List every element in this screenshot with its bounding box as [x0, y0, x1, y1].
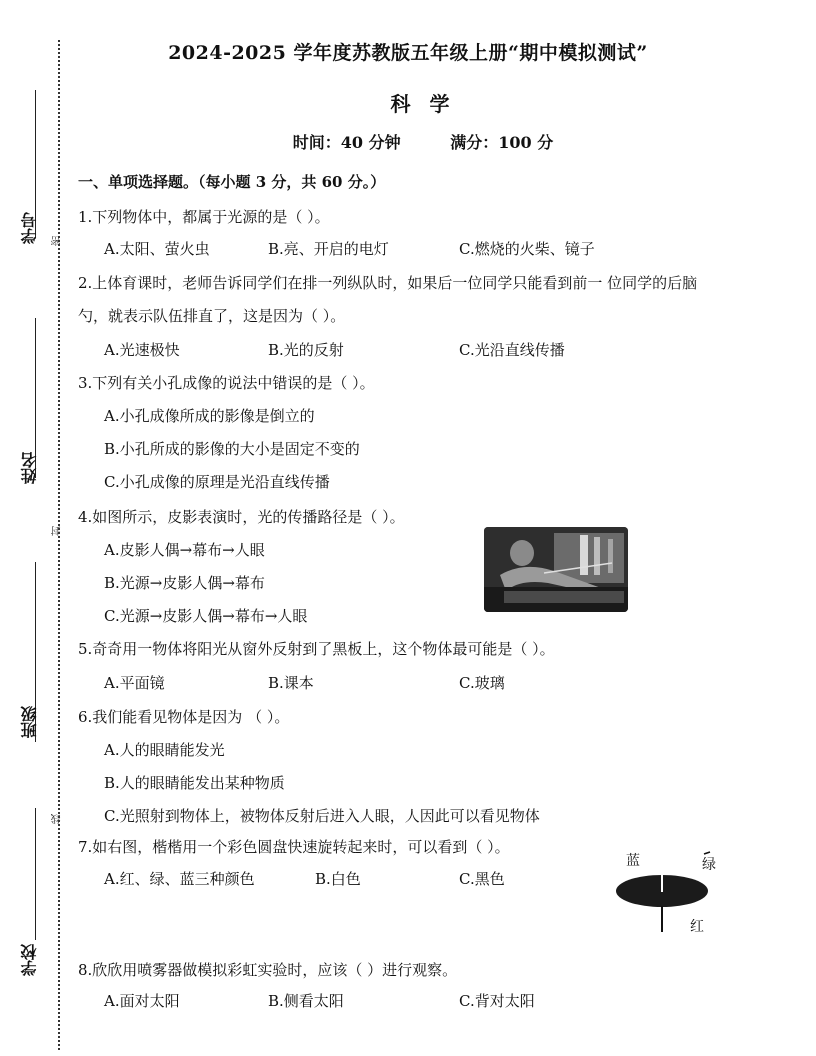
question-2-stem: 2.上体育课时，老师告诉同学们在排一列纵队时，如果后一位同学只能看到前一 位同学的后脑	[78, 274, 698, 292]
question-4-stem: 4.如图所示，皮影表演时，光的传播路径是（ ）。	[78, 508, 405, 526]
q6-option-c: C.光照射到物体上，被物体反射后进入人眼，人因此可以看见物体	[104, 807, 540, 825]
question-5-stem: 5.奇奇用一物体将阳光从窗外反射到了黑板上，这个物体最可能是（ ）。	[78, 640, 555, 658]
question-3-stem: 3.下列有关小孔成像的说法中错误的是（ ）。	[78, 374, 375, 392]
q1-option-b: B.亮、开启的电灯	[268, 240, 389, 258]
q2-option-a: A.光速极快	[104, 341, 180, 359]
question-7-stem: 7.如右图，楷楷用一个彩色圆盘快速旋转起来时，可以看到（ ）。	[78, 838, 510, 856]
q3-option-a: A.小孔成像所成的影像是倒立的	[104, 407, 315, 425]
q3-option-c: C.小孔成像的原理是光沿直线传播	[104, 473, 330, 491]
q4-option-a: A.皮影人偶→幕布→人眼	[104, 541, 265, 559]
q5-option-a: A.平面镜	[104, 674, 165, 692]
school-underline	[35, 808, 36, 940]
full-score: 满分：100 分	[450, 133, 554, 152]
q4-option-b: B.光源→皮影人偶→幕布	[104, 574, 265, 592]
disc-label-blue: 蓝	[626, 853, 640, 869]
color-disc-figure	[612, 846, 722, 936]
subject-title: 科 学	[390, 92, 456, 116]
q6-option-b: B.人的眼睛能发出某种物质	[104, 774, 285, 792]
q2-option-b: B.光的反射	[268, 341, 344, 359]
q6-option-a: A.人的眼睛能发光	[104, 741, 225, 759]
seal-mark-mi: 密	[52, 236, 63, 246]
q5-option-b: B.课本	[268, 674, 314, 692]
question-8-stem: 8.欣欣用喷雾器做模拟彩虹实验时，应该（ ）进行观察。	[78, 961, 458, 979]
q7-option-b: B.白色	[315, 870, 361, 888]
q7-option-a: A.红、绿、蓝三种颜色	[104, 870, 255, 888]
disc-label-red: 红	[690, 919, 704, 935]
disc-label-green: 绿	[702, 857, 716, 873]
shadow-puppet-photo	[484, 527, 628, 612]
question-6-stem: 6.我们能看见物体是因为 （ ）。	[78, 708, 290, 726]
student-id-label: 学号	[20, 212, 39, 244]
time-limit: 时间：40 分钟	[292, 133, 401, 152]
name-label: 姓名	[20, 452, 39, 484]
class-label: 班级	[20, 706, 39, 738]
question-2-stem-cont: 勺，就表示队伍排直了，这是因为（ ）。	[78, 307, 346, 325]
q4-option-c: C.光源→皮影人偶→幕布→人眼	[104, 607, 308, 625]
q8-option-b: B.侧看太阳	[268, 992, 344, 1010]
q3-option-b: B.小孔所成的影像的大小是固定不变的	[104, 440, 360, 458]
q8-option-a: A.面对太阳	[104, 992, 180, 1010]
school-label: 学校	[20, 944, 39, 976]
question-1-stem: 1.下列物体中，都属于光源的是（ ）。	[78, 208, 330, 226]
q1-option-a: A.太阳、萤火虫	[104, 240, 210, 258]
shadow-puppet-illustration	[484, 527, 628, 612]
q1-option-c: C.燃烧的火柴、镜子	[459, 240, 595, 258]
seal-mark-feng: 封	[52, 526, 63, 536]
exam-title: 2024-2025 学年度苏教版五年级上册“期中模拟测试”	[168, 42, 648, 64]
q7-option-c: C.黑色	[459, 870, 505, 888]
exam-meta	[0, 130, 816, 153]
q2-option-c: C.光沿直线传播	[459, 341, 565, 359]
q8-option-c: C.背对太阳	[459, 992, 535, 1010]
section-heading: 一、单项选择题。（每小题 3 分，共 60 分。）	[78, 173, 386, 191]
binding-dotted-line	[58, 40, 60, 1050]
q5-option-c: C.玻璃	[459, 674, 505, 692]
seal-mark-xian: 线	[52, 814, 63, 824]
